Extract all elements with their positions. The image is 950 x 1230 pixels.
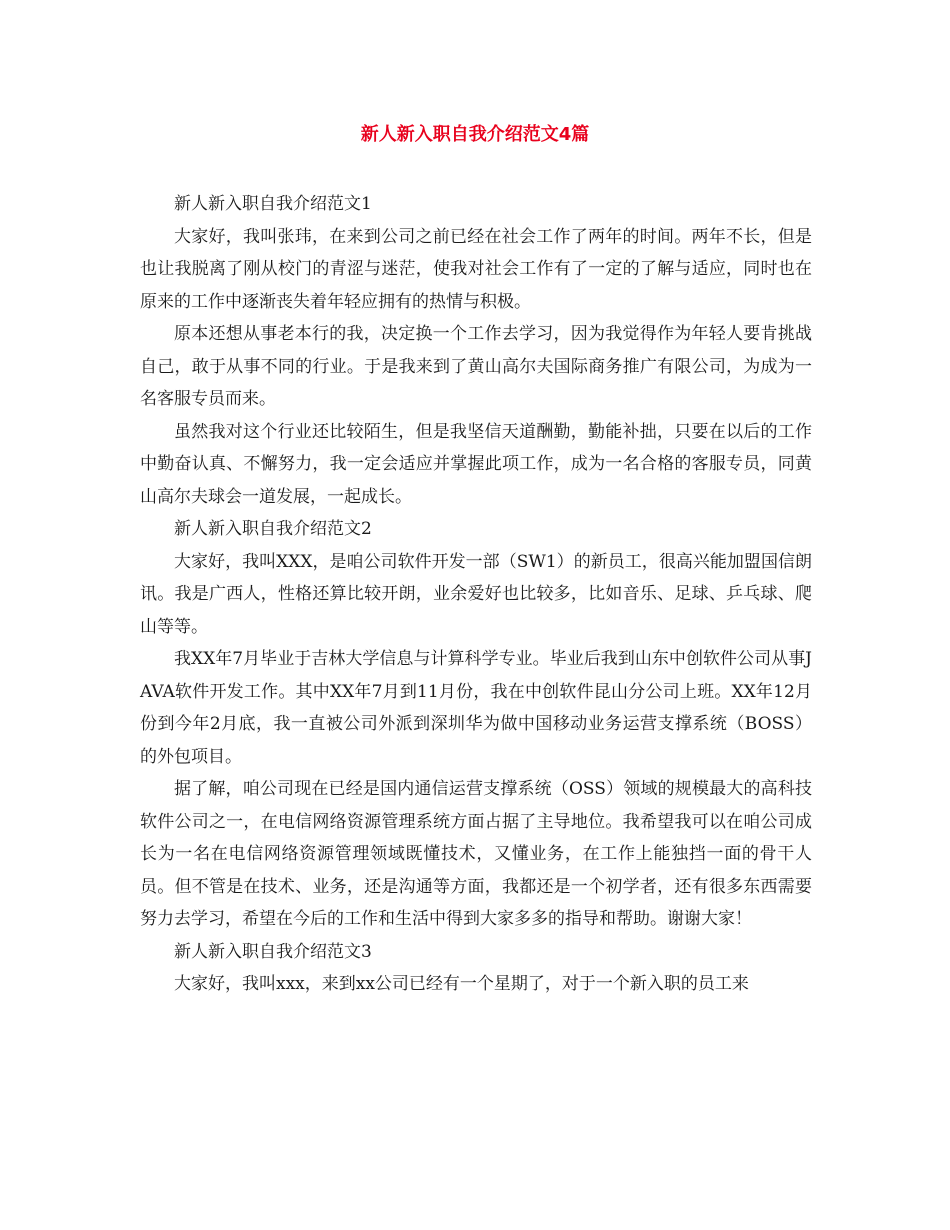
paragraph: 据了解，咱公司现在已经是国内通信运营支撑系统（OSS）领域的规模最大的高科技软件公司之一，在电信网络资源管理系统方面占据了主导地位。我希望我可以在咱公司成长为一名在电信网络资源管理领域既懂技术，又懂业务，在工作上能独挡一面的骨干人员。但不管是在技术、业务，还是沟通等方面，我都还是一个初学者，还有很多东西需要努力去学习，希望在今后的工作和生活中得到大家多多的指导和帮助。谢谢大家！ <box>140 779 812 929</box>
section-heading-2: 新人新入职自我介绍范文2 <box>174 519 372 539</box>
document-title: 新人新入职自我介绍范文4篇 <box>360 124 590 145</box>
section-heading-1: 新人新入职自我介绍范文1 <box>174 194 372 214</box>
paragraph: 大家好，我叫xxx，来到xx公司已经有一个星期了，对于一个新入职的员工来 <box>174 974 749 994</box>
section-heading-3: 新人新入职自我介绍范文3 <box>174 941 372 962</box>
paragraph: 原本还想从事老本行的我，决定换一个工作去学习，因为我觉得作为年轻人要肯挑战自己，敢于从事不同的行业。于是我来到了黄山高尔夫国际商务推广有限公司，为成为一名客服专员而来。 <box>140 324 812 409</box>
paragraph: 大家好，我叫XXX，是咱公司软件开发一部（SW1）的新员工，很高兴能加盟国信朗讯。我是广西人，性格还算比较开朗，业余爱好也比较多，比如音乐、足球、乒乓球、爬山等等。 <box>140 551 812 637</box>
paragraph: 我XX年7月毕业于吉林大学信息与计算科学专业。毕业后我到山东中创软件公司从事JAVA软件开发工作。其中XX年7月到11月份，我在中创软件昆山分公司上班。XX年12月份到今年2月底，我一直被公司外派到深圳华为做中国移动业务运营支撑系统（BOSS）的外包项目。 <box>140 649 812 767</box>
paragraph: 虽然我对这个行业还比较陌生，但是我坚信天道酬勤，勤能补拙，只要在以后的工作中勤奋认真、不懈努力，我一定会适应并掌握此项工作，成为一名合格的客服专员，同黄山高尔夫球会一道发展，一起成长。 <box>140 421 812 507</box>
document-body <box>140 188 812 1001</box>
paragraph: 大家好，我叫张玮，在来到公司之前已经在社会工作了两年的时间。两年不长，但是也让我脱离了刚从校门的青涩与迷茫，使我对社会工作有了一定的了解与适应，同时也在原来的工作中逐渐丧失着年轻应拥有的热情与积极。 <box>140 226 812 312</box>
